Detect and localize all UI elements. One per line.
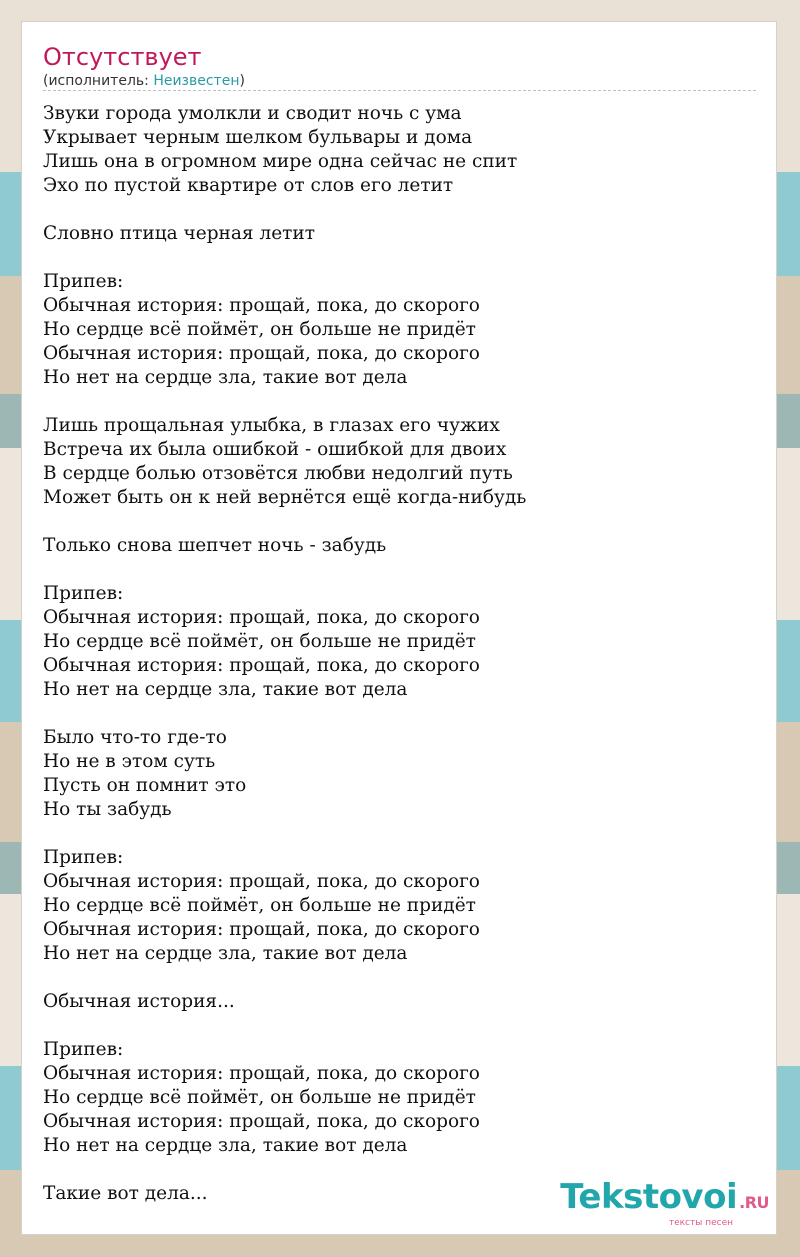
lyric-line: Но нет на сердце зла, такие вот дела	[43, 679, 408, 700]
title-divider	[43, 90, 756, 91]
lyric-blank-line	[43, 390, 763, 414]
lyric-line: Но нет на сердце зла, такие вот дела	[43, 1135, 408, 1156]
artist-link[interactable]: Неизвестен	[153, 73, 240, 89]
lyric-line: Только снова шепчет ночь - забудь	[43, 535, 387, 556]
lyric-line: Припев:	[43, 271, 124, 292]
lyric-line: Такие вот дела...	[43, 1183, 208, 1204]
lyric-line: Обычная история: прощай, пока, до скорого	[43, 1111, 480, 1132]
lyric-line: Обычная история: прощай, пока, до скорого	[43, 1063, 480, 1084]
song-title: Отсутствует	[43, 43, 202, 71]
lyric-line: Может быть он к ней вернётся ещё когда-нибудь	[43, 487, 527, 508]
lyric-line: Но сердце всё поймёт, он больше не придёт	[43, 1087, 476, 1108]
lyric-line: Но сердце всё поймёт, он больше не придёт	[43, 895, 476, 916]
lyric-blank-line	[43, 246, 763, 270]
lyric-line: Но нет на сердце зла, такие вот дела	[43, 367, 408, 388]
logo-tagline: тексты песен	[668, 1218, 733, 1228]
lyric-blank-line	[43, 822, 763, 846]
artist-line	[43, 72, 245, 90]
artist-suffix: )	[239, 73, 245, 89]
lyric-line: Обычная история: прощай, пока, до скорого	[43, 607, 480, 628]
logo-tld: .RU	[739, 1193, 769, 1212]
lyric-blank-line	[43, 198, 763, 222]
lyric-line: Лишь она в огромном мире одна сейчас не спит	[43, 151, 518, 172]
lyric-blank-line	[43, 510, 763, 534]
lyric-blank-line	[43, 966, 763, 990]
lyrics-card	[21, 21, 777, 1235]
lyric-line: Но нет на сердце зла, такие вот дела	[43, 943, 408, 964]
lyric-line: Пусть он помнит это	[43, 775, 247, 796]
lyric-line: Укрывает черным шелком бульвары и дома	[43, 127, 473, 148]
lyric-line: Встреча их была ошибкой - ошибкой для двоих	[43, 439, 507, 460]
lyric-line: Обычная история: прощай, пока, до скорого	[43, 343, 480, 364]
lyric-line: Припев:	[43, 847, 124, 868]
site-logo[interactable]	[560, 1177, 769, 1228]
lyric-line: Но сердце всё поймёт, он больше не придёт	[43, 319, 476, 340]
lyric-line: В сердце болью отзовётся любви недолгий путь	[43, 463, 513, 484]
lyric-line: Обычная история: прощай, пока, до скорого	[43, 871, 480, 892]
artist-prefix: (исполнитель:	[43, 73, 154, 89]
lyric-line: Но ты забудь	[43, 799, 172, 820]
lyric-blank-line	[43, 702, 763, 726]
logo-name: Tekstovoi	[560, 1177, 738, 1217]
lyric-line: Лишь прощальная улыбка, в глазах его чужих	[43, 415, 500, 436]
lyric-line: Припев:	[43, 583, 124, 604]
lyrics-text	[43, 102, 763, 1206]
lyric-line: Словно птица черная летит	[43, 223, 315, 244]
lyric-line: Но не в этом суть	[43, 751, 216, 772]
lyric-line: Обычная история...	[43, 991, 235, 1012]
lyric-line: Припев:	[43, 1039, 124, 1060]
lyric-blank-line	[43, 1014, 763, 1038]
lyric-blank-line	[43, 558, 763, 582]
logo-wordmark	[560, 1177, 769, 1220]
lyric-line: Эхо по пустой квартире от слов его летит	[43, 175, 454, 196]
lyric-line: Обычная история: прощай, пока, до скорого	[43, 655, 480, 676]
lyric-line: Обычная история: прощай, пока, до скорого	[43, 919, 480, 940]
lyric-line: Звуки города умолкли и сводит ночь с ума	[43, 103, 462, 124]
lyric-line: Обычная история: прощай, пока, до скорого	[43, 295, 480, 316]
lyric-line: Было что-то где-то	[43, 727, 227, 748]
lyric-line: Но сердце всё поймёт, он больше не придёт	[43, 631, 476, 652]
